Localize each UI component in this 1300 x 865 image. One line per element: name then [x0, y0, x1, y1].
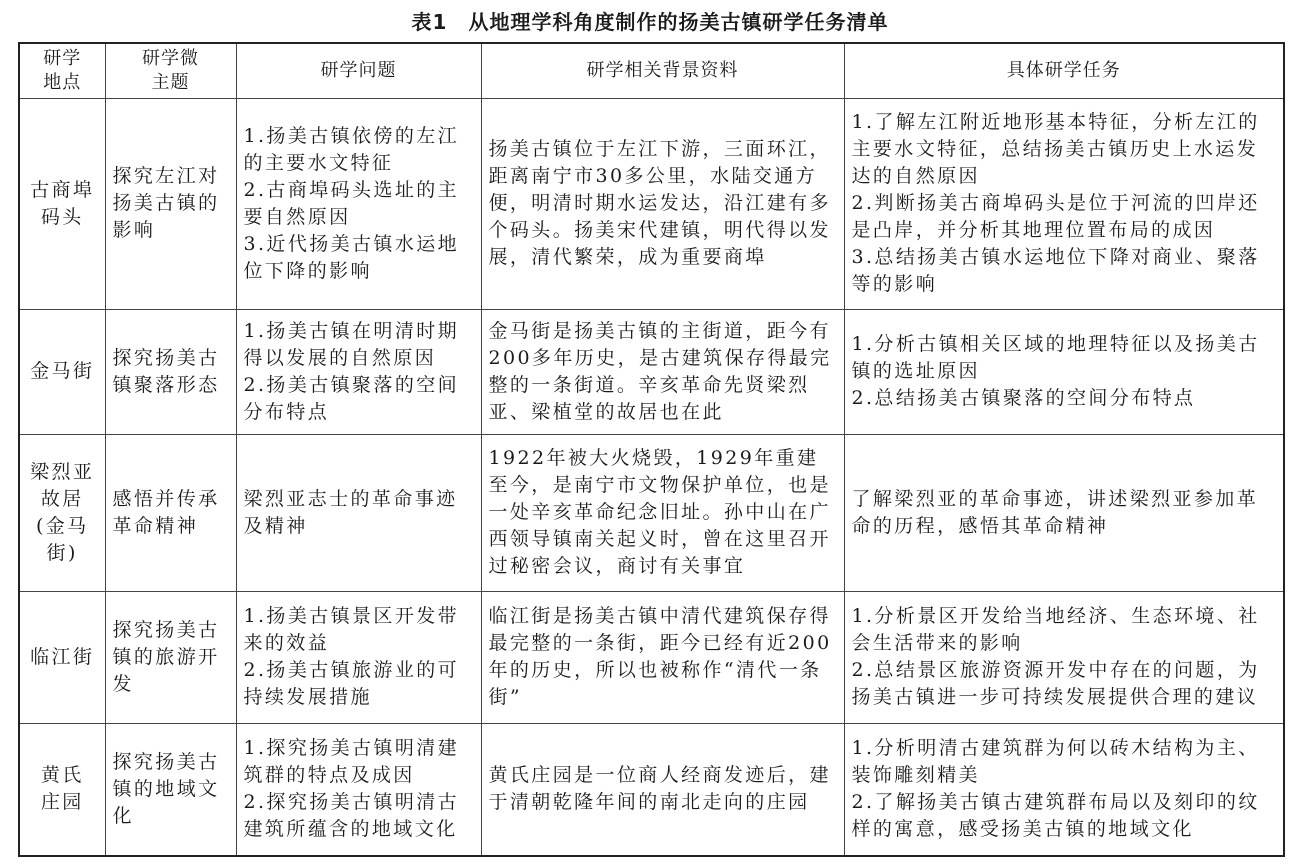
research-task-table [18, 42, 1285, 857]
cell-place: 金马街 [19, 309, 105, 434]
cell-place: 临江街 [19, 591, 105, 723]
header-tasks: 具体研学任务 [844, 43, 1284, 98]
question-item: 2.扬美古镇聚落的空间分布特点 [243, 373, 460, 423]
question-item: 梁烈亚志士的革命事迹及精神 [243, 487, 458, 537]
cell-theme: 探究扬美古镇的地域文化 [105, 723, 236, 856]
question-item: 1.扬美古镇依傍的左江的主要水文特征 [243, 124, 460, 174]
task-item: 1.了解左江附近地形基本特征，分析左江的主要水文特征，总结扬美古镇历史上水运发达的自然原因 [851, 111, 1260, 187]
header-background: 研学相关背景资料 [481, 43, 844, 98]
table-row [19, 723, 1284, 856]
task-item: 1.分析明清古建筑群为何以砖木结构为主、装饰雕刻精美 [851, 737, 1260, 787]
cell-tasks [844, 591, 1284, 723]
table-row [19, 434, 1284, 591]
cell-theme: 感悟并传承革命精神 [105, 434, 236, 591]
task-item: 了解梁烈亚的革命事迹，讲述梁烈亚参加革命的历程，感悟其革命精神 [851, 487, 1259, 537]
table-row [19, 98, 1284, 309]
task-item: 3.总结扬美古镇水运地位下降对商业、聚落等的影响 [851, 246, 1260, 295]
cell-tasks [844, 723, 1284, 856]
cell-place: 古商埠 码头 [19, 98, 105, 309]
cell-place: 梁烈亚故居(金马街) [19, 434, 105, 591]
cell-place: 黄氏 庄园 [19, 723, 105, 856]
cell-questions [236, 591, 481, 723]
task-item: 2.了解扬美古镇古建筑群布局以及刻印的纹样的寓意，感受扬美古镇的地域文化 [851, 791, 1260, 841]
table-row [19, 309, 1284, 434]
question-item: 2.探究扬美古镇明清古建筑所蕴含的地域文化 [243, 791, 460, 841]
header-theme: 研学微 主题 [105, 43, 236, 98]
question-item: 3.近代扬美古镇水运地位下降的影响 [243, 232, 460, 282]
cell-tasks [844, 434, 1284, 591]
cell-background: 黄氏庄园是一位商人经商发迹后，建于清朝乾隆年间的南北走向的庄园 [481, 723, 844, 856]
task-item: 2.总结扬美古镇聚落的空间分布特点 [851, 387, 1196, 409]
question-item: 1.探究扬美古镇明清建筑群的特点及成因 [243, 737, 460, 787]
cell-questions [236, 723, 481, 856]
question-item: 1.扬美古镇在明清时期得以发展的自然原因 [243, 319, 460, 369]
question-item: 1.扬美古镇景区开发带来的效益 [243, 605, 460, 654]
cell-theme: 探究左江对扬美古镇的影响 [105, 98, 236, 309]
question-item: 2.扬美古镇旅游业的可持续发展措施 [243, 659, 460, 708]
cell-background: 1922年被大火烧毁，1929年重建至今，是南宁市文物保护单位，也是一处辛亥革命纪念旧址。孙中山在广西领导镇南关起义时，曾在这里召开过秘密会议，商讨有关事宜 [481, 434, 844, 591]
task-item: 2.总结景区旅游资源开发中存在的问题，为扬美古镇进一步可持续发展提供合理的建议 [851, 659, 1260, 708]
table-row [19, 591, 1284, 723]
question-item: 2.古商埠码头选址的主要自然原因 [243, 178, 460, 228]
task-item: 1.分析古镇相关区域的地理特征以及扬美古镇的选址原因 [851, 333, 1260, 382]
task-item: 2.判断扬美古商埠码头是位于河流的凹岸还是凸岸，并分析其地理位置布局的成因 [851, 192, 1260, 241]
header-place: 研学 地点 [19, 43, 105, 98]
task-item: 1.分析景区开发给当地经济、生态环境、社会生活带来的影响 [851, 605, 1260, 654]
cell-questions [236, 309, 481, 434]
cell-tasks [844, 98, 1284, 309]
cell-tasks [844, 309, 1284, 434]
cell-questions [236, 434, 481, 591]
cell-theme: 探究扬美古镇聚落形态 [105, 309, 236, 434]
cell-background: 扬美古镇位于左江下游，三面环江，距离南宁市30多公里，水陆交通方便，明清时期水运发达，沿江建有多个码头。扬美宋代建镇，明代得以发展，清代繁荣，成为重要商埠 [481, 98, 844, 309]
cell-questions [236, 98, 481, 309]
header-row [19, 43, 1284, 98]
header-questions: 研学问题 [236, 43, 481, 98]
cell-background: 临江街是扬美古镇中清代建筑保存得最完整的一条街，距今已经有近200年的历史，所以也被称作“清代一条街” [481, 591, 844, 723]
cell-background: 金马街是扬美古镇的主街道，距今有200多年历史，是古建筑保存得最完整的一条街道。辛亥革命先贤梁烈亚、梁植堂的故居也在此 [481, 309, 844, 434]
table-title: 表1 从地理学科角度制作的扬美古镇研学任务清单 [411, 10, 889, 34]
cell-theme: 探究扬美古镇的旅游开发 [105, 591, 236, 723]
